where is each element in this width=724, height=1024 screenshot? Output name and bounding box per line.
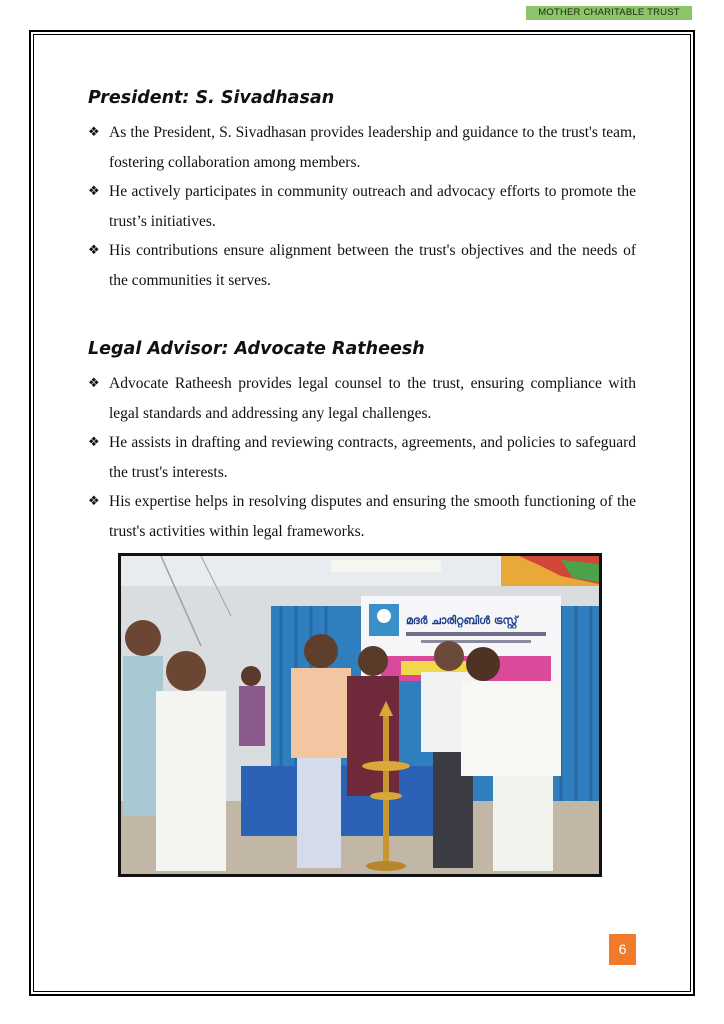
diamond-bullet-icon: ❖ [88,184,100,199]
diamond-bullet-icon: ❖ [88,243,100,258]
legal-advisor-bullet-list [88,369,636,546]
list-item [88,236,636,295]
diamond-bullet-icon: ❖ [88,435,100,450]
lamp-lighting-photo-illustration [121,556,599,874]
bullet-text: His expertise helps in resolving disputes and ensuring the smooth functioning of the trust's activities within legal frameworks. [109,493,636,540]
bullet-text: As the President, S. Sivadhasan provides leadership and guidance to the trust's team, fostering collaboration among members. [109,124,636,171]
bullet-text: He actively participates in community outreach and advocacy efforts to promote the trust’s initiatives. [109,183,636,230]
list-item [88,118,636,177]
president-heading: President: S. Sivadhasan [88,88,335,108]
list-item [88,177,636,236]
bullet-text: He assists in drafting and reviewing contracts, agreements, and policies to safeguard the trust's interests. [109,434,636,481]
president-bullet-list [88,118,636,295]
bullet-text: Advocate Ratheesh provides legal counsel to the trust, ensuring compliance with legal standards and addressing any legal challenges. [109,375,636,422]
legal-advisor-heading: Legal Advisor: Advocate Ratheesh [88,339,425,359]
bullet-text: His contributions ensure alignment between the trust's objectives and the needs of the communities it serves. [109,242,636,289]
running-header: MOTHER CHARITABLE TRUST [526,6,692,20]
event-photo [118,553,602,877]
diamond-bullet-icon: ❖ [88,125,100,140]
diamond-bullet-icon: ❖ [88,376,100,391]
banner-text: മദർ ചാരിറ്റബിൾ ട്രസ്റ്റ് [406,614,518,627]
page-number-badge: 6 [609,934,636,965]
diamond-bullet-icon: ❖ [88,494,100,509]
list-item [88,487,636,546]
list-item [88,428,636,487]
list-item [88,369,636,428]
